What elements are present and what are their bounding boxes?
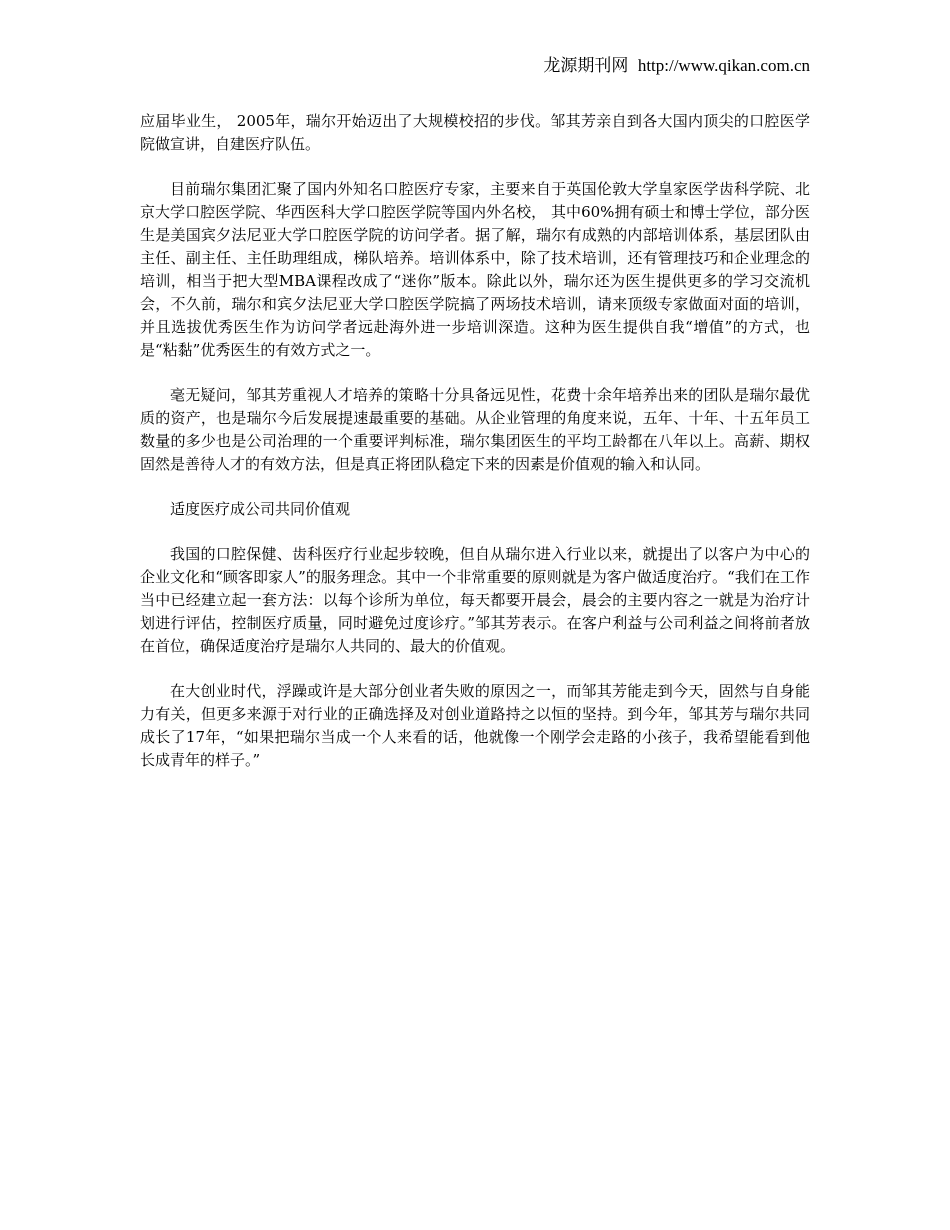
page-header bbox=[543, 54, 810, 78]
site-name: 龙源期刊网 bbox=[543, 56, 629, 76]
section-heading: 适度医疗成公司共同价值观 bbox=[170, 500, 351, 518]
paragraph-continuation: 应届毕业生， 2005年，瑞尔开始迈出了大规模校招的步伐。邹其芳亲自到各大国内顶尖的口腔医学院做宣讲，自建医疗队伍。 bbox=[140, 112, 810, 153]
paragraph: 目前瑞尔集团汇聚了国内外知名口腔医疗专家，主要来自于英国伦敦大学皇家医学齿科学院、北京大学口腔医学院、华西医科大学口腔医学院等国内外名校， 其中60%拥有硕士和博士学位，部分医生是美国宾夕法尼亚大学口腔医学院的访问学者。据了解，瑞尔有成熟的内部培训体系，基层团队由主任、副主任、主任助理组成，梯队培养。培训体系中，除了技术培训，还有管理技巧和企业理念的培训，相当于把大型MBA课程改成了“迷你”版本。除此以外，瑞尔还为医生提供更多的学习交流机会，不久前，瑞尔和宾夕法尼亚大学口腔医学院搞了两场技术培训，请来顶级专家做面对面的培训，并且选拔优秀医生作为访问学者远赴海外进一步培训深造。这种为医生提供自我“增值”的方式，也是“粘黏”优秀医生的有效方式之一。 bbox=[140, 180, 810, 359]
paragraph: 我国的口腔保健、齿科医疗行业起步较晚，但自从瑞尔进入行业以来，就提出了以客户为中心的企业文化和“顾客即家人”的服务理念。其中一个非常重要的原则就是为客户做适度治疗。“我们在工作当中已经建立起一套方法：以每个诊所为单位，每天都要开晨会，晨会的主要内容之一就是为治疗计划进行评估，控制医疗质量，同时避免过度诊疗。”邹其芳表示。在客户利益与公司利益之间将前者放在首位，确保适度治疗是瑞尔人共同的、最大的价值观。 bbox=[140, 545, 810, 655]
paragraph: 在大创业时代，浮躁或许是大部分创业者失败的原因之一，而邹其芳能走到今天，固然与自身能力有关，但更多来源于对行业的正确选择及对创业道路持之以恒的坚持。到今年，邹其芳与瑞尔共同成长了17年，“如果把瑞尔当成一个人来看的话，他就像一个刚学会走路的小孩子，我希望能看到他长成青年的样子。” bbox=[140, 682, 810, 769]
site-url[interactable]: http://www.qikan.com.cn bbox=[637, 56, 810, 75]
paragraph: 毫无疑问，邹其芳重视人才培养的策略十分具备远见性，花费十余年培养出来的团队是瑞尔最优质的资产，也是瑞尔今后发展提速最重要的基础。从企业管理的角度来说，五年、十年、十五年员工数量的多少也是公司治理的一个重要评判标准，瑞尔集团医生的平均工龄都在八年以上。高薪、期权固然是善待人才的有效方法，但是真正将团队稳定下来的因素是价值观的输入和认同。 bbox=[140, 386, 810, 473]
article-body bbox=[140, 110, 810, 794]
